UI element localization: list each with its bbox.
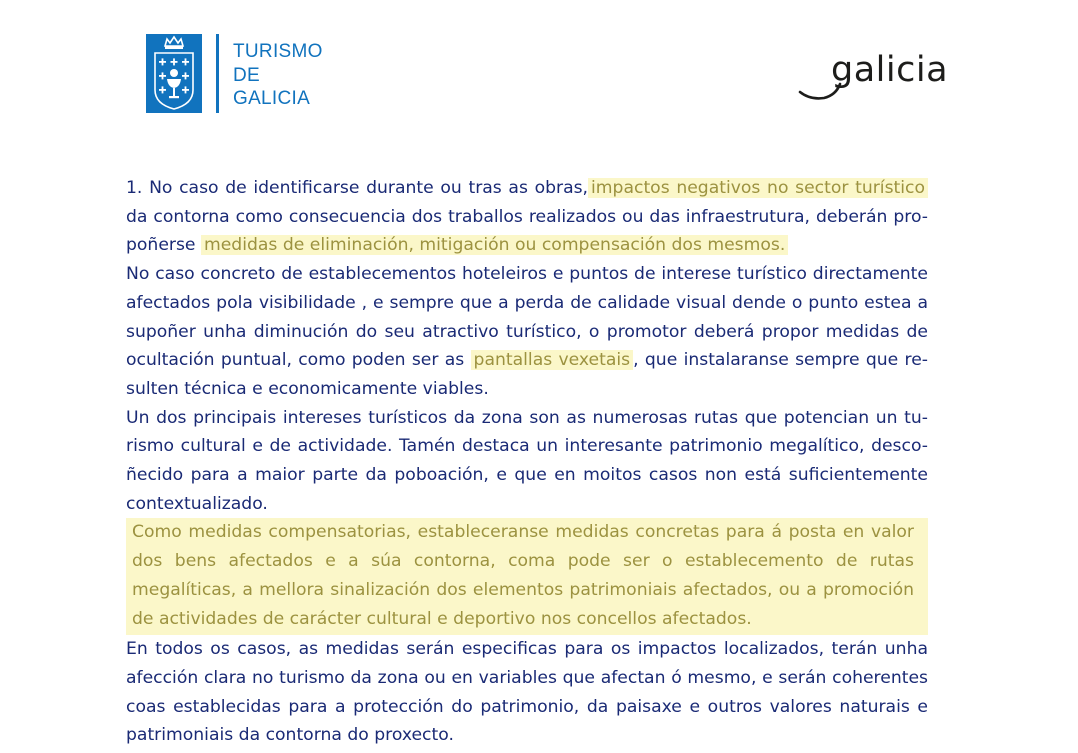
paragraph-1-text-b: da contorna como consecuencia dos traballos realizados ou das infraestrutura, deberán pro-poñerse [126, 206, 928, 256]
paragraph-2-text-b: , que instalaranse sempre que re-sulten técnica e economicamente viables. [126, 350, 928, 399]
paragraph-1-text-a: 1. No caso de identificarse durante ou tras as obras, [126, 178, 589, 198]
galicia-brand-word: galicia [831, 50, 949, 90]
galicia-brand-logo [796, 48, 948, 106]
paragraph-1 [126, 174, 928, 260]
logo-line-2: DE [233, 64, 260, 86]
page-header [0, 0, 1078, 140]
document-body [126, 174, 928, 750]
paragraph-4-highlighted: Como medidas compensatorias, estableceranse medidas concretas para á posta en valor dos bens afectados e a súa contorna, coma pode ser o establecemento de rutas megalíticas, a mellora sinalización dos elementos patrimoniais afectados, ou a promoción de actividades de carácter cultural e deportivo nos concellos afectados. [126, 518, 928, 635]
paragraph-2-text-a: No caso concreto de establecementos hoteleiros e puntos de interese turístico directamente afectados pola visibilidade , e sempre que a perda de calidade visual dende o punto estea a supoñer unha diminución do seu atractivo turístico, o promotor deberá propor medidas de ocultación puntual, como poden ser as [126, 264, 928, 371]
paragraph-2 [126, 260, 928, 404]
paragraph-3: Un dos principais intereses turísticos da zona son as numerosas rutas que potencian un tu-rismo cultural e de actividade. Tamén destaca un interesante patrimonio megalítico, desco-ñecido para a maior parte da poboación, e que en moitos casos non está suficientemente contextualizado. [126, 407, 928, 514]
logo-wordmark [233, 40, 323, 111]
galicia-coat-of-arms-icon [146, 34, 202, 113]
highlight-measures: medidas de eliminación, mitigación ou compensación dos mesmos. [201, 235, 788, 255]
highlight-vegetal-screens: pantallas vexetais [471, 350, 634, 370]
logo-line-1: TURISMO [233, 41, 323, 62]
turismo-de-galicia-logo [146, 34, 323, 113]
logo-line-3: GALICIA [233, 88, 311, 109]
highlight-negative-impacts: impactos negativos no sector turístico [588, 178, 928, 198]
logo-divider [216, 34, 219, 113]
paragraph-5: En todos os casos, as medidas serán especificas para os impactos localizados, terán unha afección clara no turismo da zona ou en variables que afectan ó mesmo, e serán coherentes coas establecidas para a protección do patrimonio, da paisaxe e outros valores naturais e patrimoniais da contorna do proxecto. [126, 639, 928, 746]
